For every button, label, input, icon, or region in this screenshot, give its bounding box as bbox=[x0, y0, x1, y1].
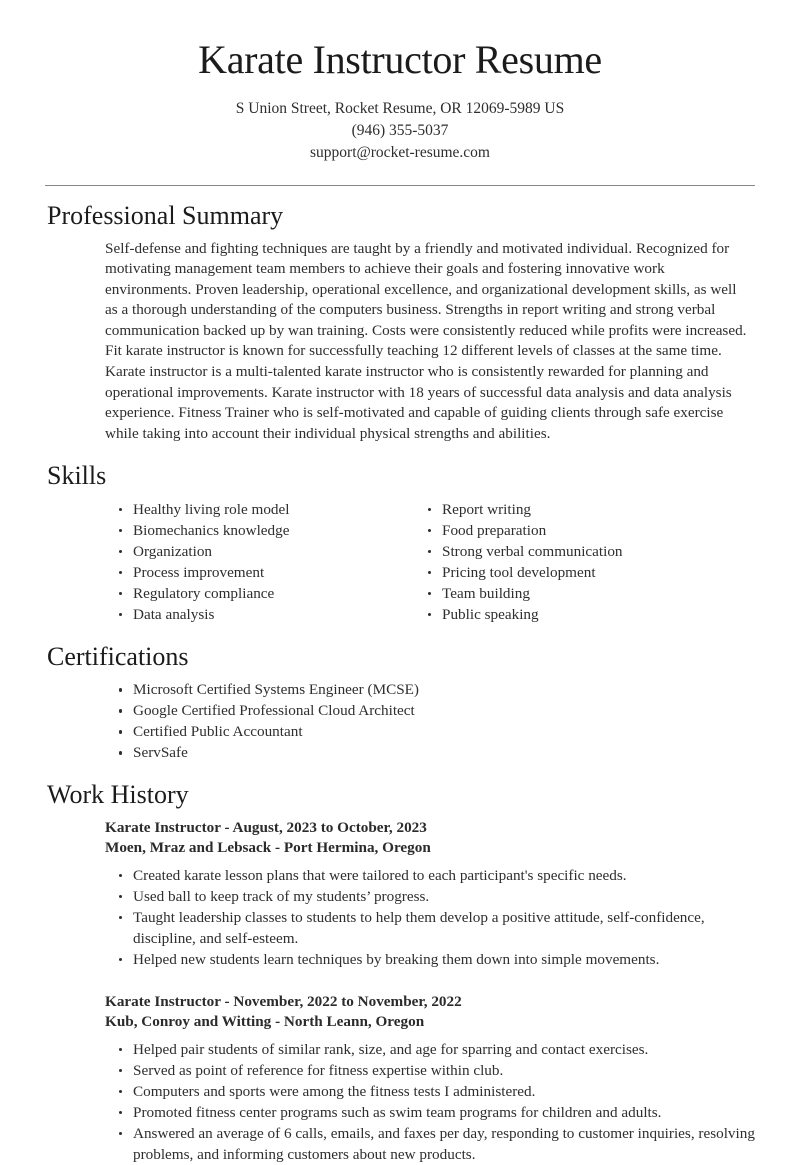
section-heading-work-history: Work History bbox=[47, 780, 189, 810]
section-professional-summary bbox=[45, 200, 755, 444]
header-divider bbox=[45, 185, 755, 186]
skills-list-right bbox=[400, 499, 755, 625]
skills-columns bbox=[45, 499, 755, 625]
list-item: Process improvement bbox=[119, 562, 400, 583]
list-item: Data analysis bbox=[119, 604, 400, 625]
list-item: Taught leadership classes to students to help them develop a positive attitude, self-confidence, discipline, and self-esteem. bbox=[119, 907, 755, 949]
list-item: Team building bbox=[428, 583, 755, 604]
work-history-entry bbox=[45, 818, 755, 970]
list-item: Public speaking bbox=[428, 604, 755, 625]
list-item: Promoted fitness center programs such as swim team programs for children and adults. bbox=[119, 1102, 755, 1123]
certifications-list bbox=[45, 679, 755, 763]
contact-email: support@rocket-resume.com bbox=[310, 144, 490, 161]
job-company-line: Moen, Mraz and Lebsack - Port Hermina, Oregon bbox=[105, 839, 431, 857]
skills-column-right bbox=[400, 499, 755, 625]
list-item: Report writing bbox=[428, 499, 755, 520]
job-title-line: Karate Instructor - August, 2023 to October, 2023 bbox=[105, 818, 427, 836]
summary-paragraph: Self-defense and fighting techniques are taught by a friendly and motivated individual. Recognized for motivating management team members to achieve their goals and fostering innovative work environments. Proven leadership, operational excellence, and organizational development skills, as well as a thorough understanding of the computers business. Strengths in report writing and strong verbal communication backed up by wan training. Costs were consistently reduced while profits were increased. Fit karate instructor is known for successfully teaching 12 different levels of classes at the same time. Karate instructor is a multi-talented karate instructor who is consistently rewarded for planning and operational improvements. Karate instructor with 18 years of successful data analysis and data analysis experience. Fitness Trainer who is self-motivated and capable of guiding clients through safe exercise while taking into account their individual physical strengths and abilities. bbox=[105, 239, 747, 442]
list-item: Helped pair students of similar rank, size, and age for sparring and contact exercises. bbox=[119, 1039, 755, 1060]
section-heading-summary: Professional Summary bbox=[47, 201, 284, 230]
list-item: Used ball to keep track of my students’ progress. bbox=[119, 886, 755, 907]
list-item: Organization bbox=[119, 541, 400, 562]
section-certifications bbox=[45, 641, 755, 764]
contact-address: S Union Street, Rocket Resume, OR 12069-5989 US bbox=[235, 100, 565, 117]
job-heading bbox=[45, 818, 755, 859]
work-history-jobs bbox=[45, 818, 755, 1165]
list-item: Pricing tool development bbox=[428, 562, 755, 583]
list-item: Food preparation bbox=[428, 520, 755, 541]
list-item: Regulatory compliance bbox=[119, 583, 400, 604]
section-heading-skills: Skills bbox=[47, 461, 107, 491]
list-item: Answered an average of 6 calls, emails, and faxes per day, responding to customer inquiries, resolving problems, and informing customers about new products. bbox=[119, 1123, 755, 1165]
list-item: Created karate lesson plans that were tailored to each participant's specific needs. bbox=[119, 865, 755, 886]
job-heading bbox=[45, 992, 755, 1033]
work-history-entry bbox=[45, 992, 755, 1165]
list-item: Biomechanics knowledge bbox=[119, 520, 400, 541]
job-bullets bbox=[45, 865, 755, 970]
list-item: ServSafe bbox=[119, 742, 755, 763]
list-item: Strong verbal communication bbox=[428, 541, 755, 562]
list-item: Helped new students learn techniques by breaking them down into simple movements. bbox=[119, 949, 755, 970]
contact-phone: (946) 355-5037 bbox=[351, 122, 449, 139]
job-company-line: Kub, Conroy and Witting - North Leann, Oregon bbox=[105, 1013, 425, 1031]
section-heading-certifications: Certifications bbox=[47, 641, 189, 671]
list-item: Microsoft Certified Systems Engineer (MCSE) bbox=[119, 679, 755, 700]
list-item: Computers and sports were among the fitness tests I administered. bbox=[119, 1081, 755, 1102]
skills-column-left bbox=[45, 499, 400, 625]
section-work-history bbox=[45, 779, 755, 1165]
list-item: Certified Public Accountant bbox=[119, 721, 755, 742]
job-bullets bbox=[45, 1039, 755, 1165]
list-item: Healthy living role model bbox=[119, 499, 400, 520]
skills-list-left bbox=[45, 499, 400, 625]
list-item: Served as point of reference for fitness expertise within club. bbox=[119, 1060, 755, 1081]
contact-block bbox=[45, 98, 755, 164]
page-title: Karate Instructor Resume bbox=[198, 37, 602, 82]
job-title-line: Karate Instructor - November, 2022 to November, 2022 bbox=[105, 992, 462, 1010]
section-skills bbox=[45, 460, 755, 625]
list-item: Google Certified Professional Cloud Architect bbox=[119, 700, 755, 721]
